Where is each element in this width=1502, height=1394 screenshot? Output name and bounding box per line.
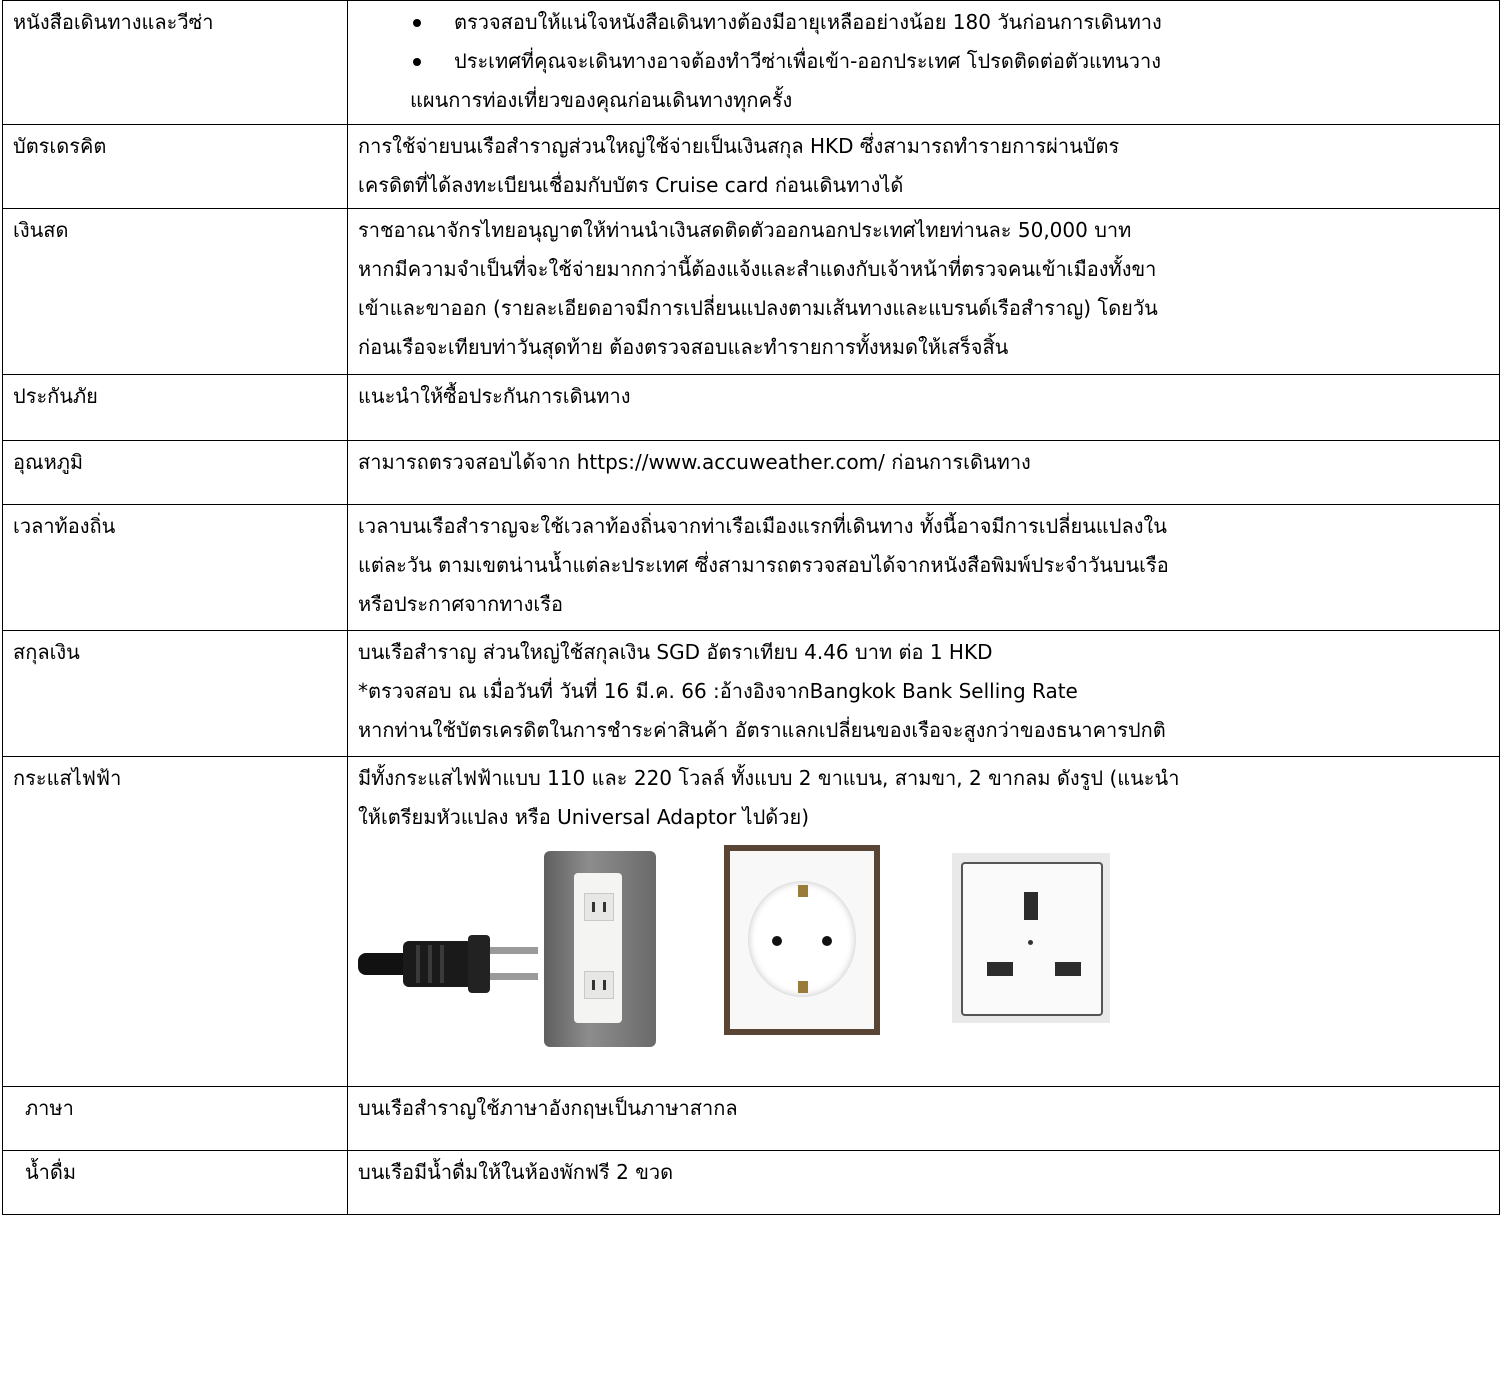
cash-line-1: ราชอาณาจักรไทยอนุญาตให้ท่านนำเงินสดติดตัวออกนอกประเทศไทยท่านละ 50,000 บาท	[358, 218, 1132, 242]
insurance-label: ประกันภัย	[3, 375, 348, 441]
outlet-plate	[574, 873, 622, 1023]
row-temperature	[3, 441, 1500, 505]
electricity-label: กระแสไฟฟ้า	[3, 757, 348, 1087]
outlet-socket	[584, 893, 614, 921]
language-content	[348, 1087, 1500, 1151]
language-label: ภาษา	[3, 1087, 348, 1151]
localtime-line-1: เวลาบนเรือสำราญจะใช้เวลาท้องถิ่นจากท่าเรือเมืองแรกที่เดินทาง ทั้งนี้อาจมีการเปลี่ยนแปลงใน	[358, 514, 1167, 538]
us-outlet-icon	[544, 851, 656, 1047]
outlet-slot	[592, 902, 595, 912]
schuko-inner	[730, 851, 874, 1029]
schuko-pin	[772, 936, 782, 946]
passport-content	[348, 1, 1500, 125]
cash-label: เงินสด	[3, 209, 348, 375]
localtime-line-2: แต่ละวัน ตามเขตน่านน้ำแต่ละประเทศ ซึ่งสามารถตรวจสอบได้จากหนังสือพิมพ์ประจำวันบนเรือ	[358, 553, 1169, 577]
electricity-line-1: มีทั้งกระแสไฟฟ้าแบบ 110 และ 220 โวลล์ ทั้งแบบ 2 ขาแบน, สามขา, 2 ขากลม ดังรูป (แนะนำ	[358, 766, 1180, 790]
row-passport	[3, 1, 1500, 125]
schuko-recess	[748, 881, 856, 997]
outlet-slot	[603, 980, 606, 990]
plug-images	[358, 845, 1489, 1045]
temperature-label: อุณหภูมิ	[3, 441, 348, 505]
bullet-icon	[413, 19, 421, 27]
row-localtime	[3, 505, 1500, 631]
water-content	[348, 1151, 1500, 1215]
cash-content	[348, 209, 1500, 375]
cash-line-2: หากมีความจำเป็นที่จะใช้จ่ายมากกว่านี้ต้องแจ้งและสำแดงกับเจ้าหน้าที่ตรวจคนเข้าเมืองทั้งขา	[358, 257, 1157, 281]
currency-content	[348, 631, 1500, 757]
temperature-line-1: สามารถตรวจสอบได้จาก https://www.accuweather.com/ ก่อนการเดินทาง	[358, 450, 1031, 474]
cash-line-3: เข้าและขาออก (รายละเอียดอาจมีการเปลี่ยนแปลงตามเส้นทางและแบรนด์เรือสำราญ) โดยวัน	[358, 296, 1158, 320]
currency-label: สกุลเงิน	[3, 631, 348, 757]
row-electricity	[3, 757, 1500, 1087]
credit-line-2: เครดิตที่ได้ลงทะเบียนเชื่อมกับบัตร Cruise card ก่อนเดินทางได้	[358, 173, 904, 197]
localtime-label: เวลาท้องถิ่น	[3, 505, 348, 631]
uk-frame	[961, 862, 1103, 1016]
currency-line-1: บนเรือสำราญ ส่วนใหญ่ใช้สกุลเงิน SGD อัตราเทียบ 4.46 บาท ต่อ 1 HKD	[358, 640, 993, 664]
passport-bullet-1: ตรวจสอบให้แน่ใจหนังสือเดินทางต้องมีอายุเหลืออย่างน้อย 180 วันก่อนการเดินทาง	[454, 10, 1162, 34]
uk-socket-icon	[952, 853, 1110, 1023]
currency-line-2: *ตรวจสอบ ณ เมื่อวันที่ วันที่ 16 มี.ค. 66 :อ้างอิงจากBangkok Bank Selling Rate	[358, 679, 1078, 703]
temperature-content	[348, 441, 1500, 505]
outlet-slot	[603, 902, 606, 912]
schuko-socket-icon	[724, 845, 880, 1035]
uk-live-slot	[1055, 962, 1081, 976]
credit-label: บัตรเดรคิต	[3, 125, 348, 209]
passport-label: หนังสือเดินทางและวีซ่า	[3, 1, 348, 125]
travel-info-table	[2, 0, 1500, 1215]
schuko-pin	[822, 936, 832, 946]
passport-bullet-2-cont: แผนการท่องเที่ยวของคุณก่อนเดินทางทุกครั้ง	[410, 88, 793, 112]
localtime-line-3: หรือประกาศจากทางเรือ	[358, 592, 563, 616]
schuko-clip	[798, 885, 808, 897]
water-line-1: บนเรือมีน้ำดื่มให้ในห้องพักฟรี 2 ขวด	[358, 1160, 674, 1184]
schuko-clip	[798, 981, 808, 993]
row-cash	[3, 209, 1500, 375]
outlet-socket	[584, 971, 614, 999]
bullet-icon	[413, 58, 421, 66]
list-item	[358, 3, 1489, 42]
credit-line-1: การใช้จ่ายบนเรือสำราญส่วนใหญ่ใช้จ่ายเป็นเงินสกุล HKD ซึ่งสามารถทำรายการผ่านบัตร	[358, 134, 1120, 158]
localtime-content	[348, 505, 1500, 631]
passport-bullet-2: ประเทศที่คุณจะเดินทางอาจต้องทำวีซ่าเพื่อเข้า-ออกประเทศ โปรดติดต่อตัวแทนวาง	[454, 49, 1162, 73]
water-label: น้ำดื่ม	[3, 1151, 348, 1215]
electricity-line-2: ให้เตรียมหัวแปลง หรือ Universal Adaptor ไปด้วย)	[358, 805, 810, 829]
insurance-content	[348, 375, 1500, 441]
list-item	[358, 42, 1489, 81]
uk-dot	[1028, 940, 1033, 945]
us-plug-icon	[358, 883, 543, 1033]
row-water	[3, 1151, 1500, 1215]
row-credit	[3, 125, 1500, 209]
insurance-line-1: แนะนำให้ซื้อประกันการเดินทาง	[358, 384, 631, 408]
uk-earth-slot	[1024, 892, 1038, 920]
credit-content	[348, 125, 1500, 209]
row-insurance	[3, 375, 1500, 441]
row-language	[3, 1087, 1500, 1151]
row-currency	[3, 631, 1500, 757]
passport-bullets	[358, 3, 1489, 81]
outlet-slot	[592, 980, 595, 990]
currency-line-3: หากท่านใช้บัตรเครดิตในการชำระค่าสินค้า อัตราแลกเปลี่ยนของเรือจะสูงกว่าของธนาคารปกติ	[358, 718, 1166, 742]
uk-live-slot	[987, 962, 1013, 976]
language-line-1: บนเรือสำราญใช้ภาษาอังกฤษเป็นภาษาสากล	[358, 1096, 738, 1120]
electricity-content	[348, 757, 1500, 1087]
cash-line-4: ก่อนเรือจะเทียบท่าวันสุดท้าย ต้องตรวจสอบและทำรายการทั้งหมดให้เสร็จสิ้น	[358, 335, 1009, 359]
